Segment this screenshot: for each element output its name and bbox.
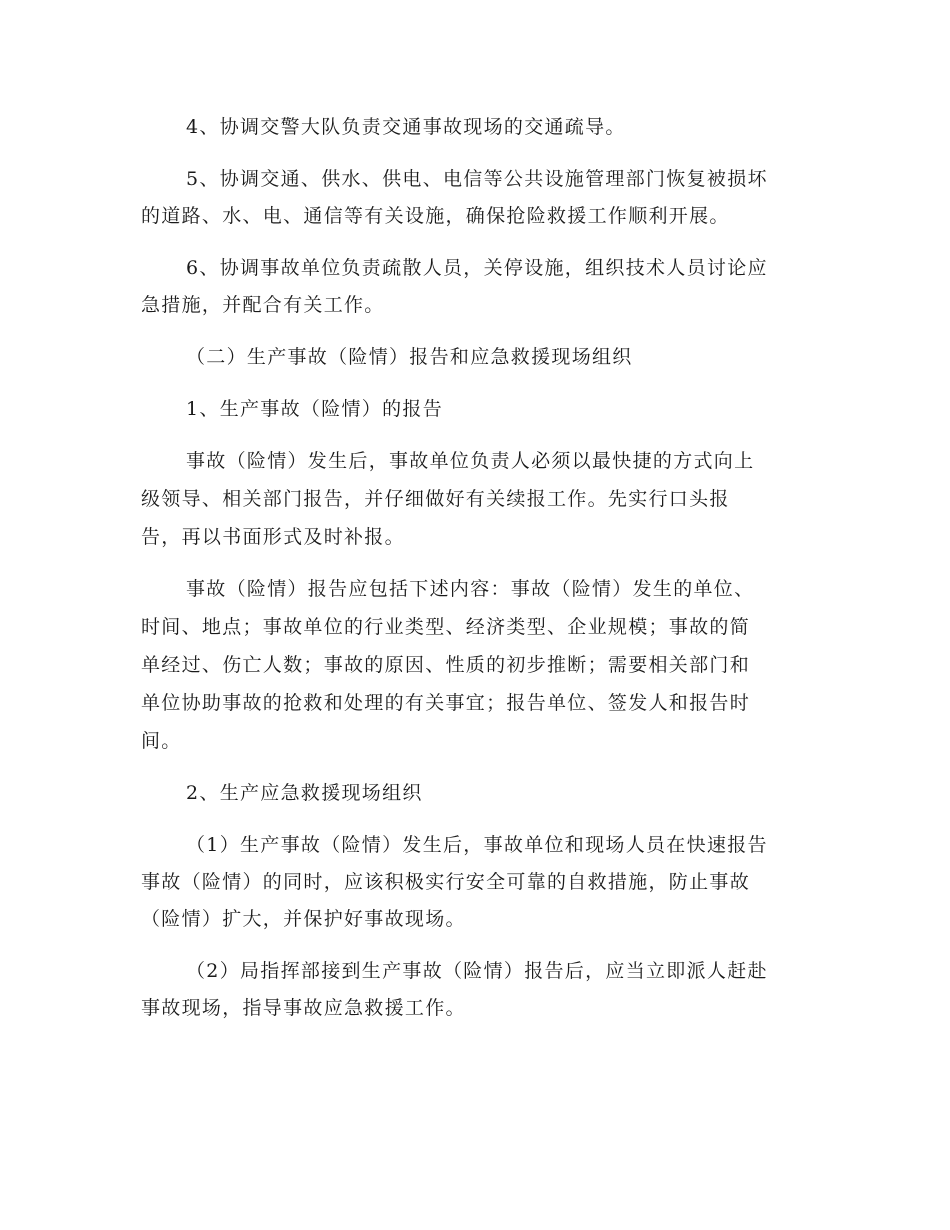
paragraph-item-1-line-2: 事故（险情）的同时，应该积极实行安全可靠的自救措施，防止事故 [141,871,751,893]
paragraph-report-line-1: 事故（险情）发生后，事故单位负责人必须以最快捷的方式向上 [186,450,755,472]
section-heading: （二）生产事故（险情）报告和应急救援现场组织 [186,346,633,368]
paragraph-item-1-line-3: （险情）扩大，并保护好事故现场。 [141,908,466,930]
paragraph-content-line-3: 单经过、伤亡人数；事故的原因、性质的初步推断；需要相关部门和 [141,654,751,676]
paragraph-content-line-2: 时间、地点；事故单位的行业类型、经济类型、企业规模；事故的简 [141,616,751,638]
paragraph-6-line-2: 急措施，并配合有关工作。 [141,294,385,316]
paragraph-content-line-4: 单位协助事故的抢救和处理的有关事宜；报告单位、签发人和报告时 [141,692,751,714]
paragraph-5-line-2: 的道路、水、电、通信等有关设施，确保抢险救援工作顺利开展。 [141,205,730,227]
paragraph-report-line-2: 级领导、相关部门报告，并仔细做好有关续报工作。先实行口头报 [141,488,730,510]
paragraph-item-2-line-2: 事故现场，指导事故应急救援工作。 [141,997,466,1019]
paragraph-item-1-line-1: （1）生产事故（险情）发生后，事故单位和现场人员在快速报告 [186,834,768,856]
subsection-heading-2: 2、生产应急救援现场组织 [186,782,423,804]
subsection-heading-1: 1、生产事故（险情）的报告 [186,398,443,420]
paragraph-5-line-1: 5、协调交通、供水、供电、电信等公共设施管理部门恢复被损坏 [186,168,768,190]
paragraph-report-line-3: 告，再以书面形式及时补报。 [141,526,405,548]
paragraph-content-line-5: 间。 [141,730,182,752]
paragraph-item-2-line-1: （2）局指挥部接到生产事故（险情）报告后，应当立即派人赶赴 [186,960,768,982]
paragraph-content-line-1: 事故（险情）报告应包括下述内容：事故（险情）发生的单位、 [186,578,755,600]
paragraph-6-line-1: 6、协调事故单位负责疏散人员，关停设施，组织技术人员讨论应 [186,257,768,279]
paragraph-4-line-1: 4、协调交警大队负责交通事故现场的交通疏导。 [186,116,626,138]
